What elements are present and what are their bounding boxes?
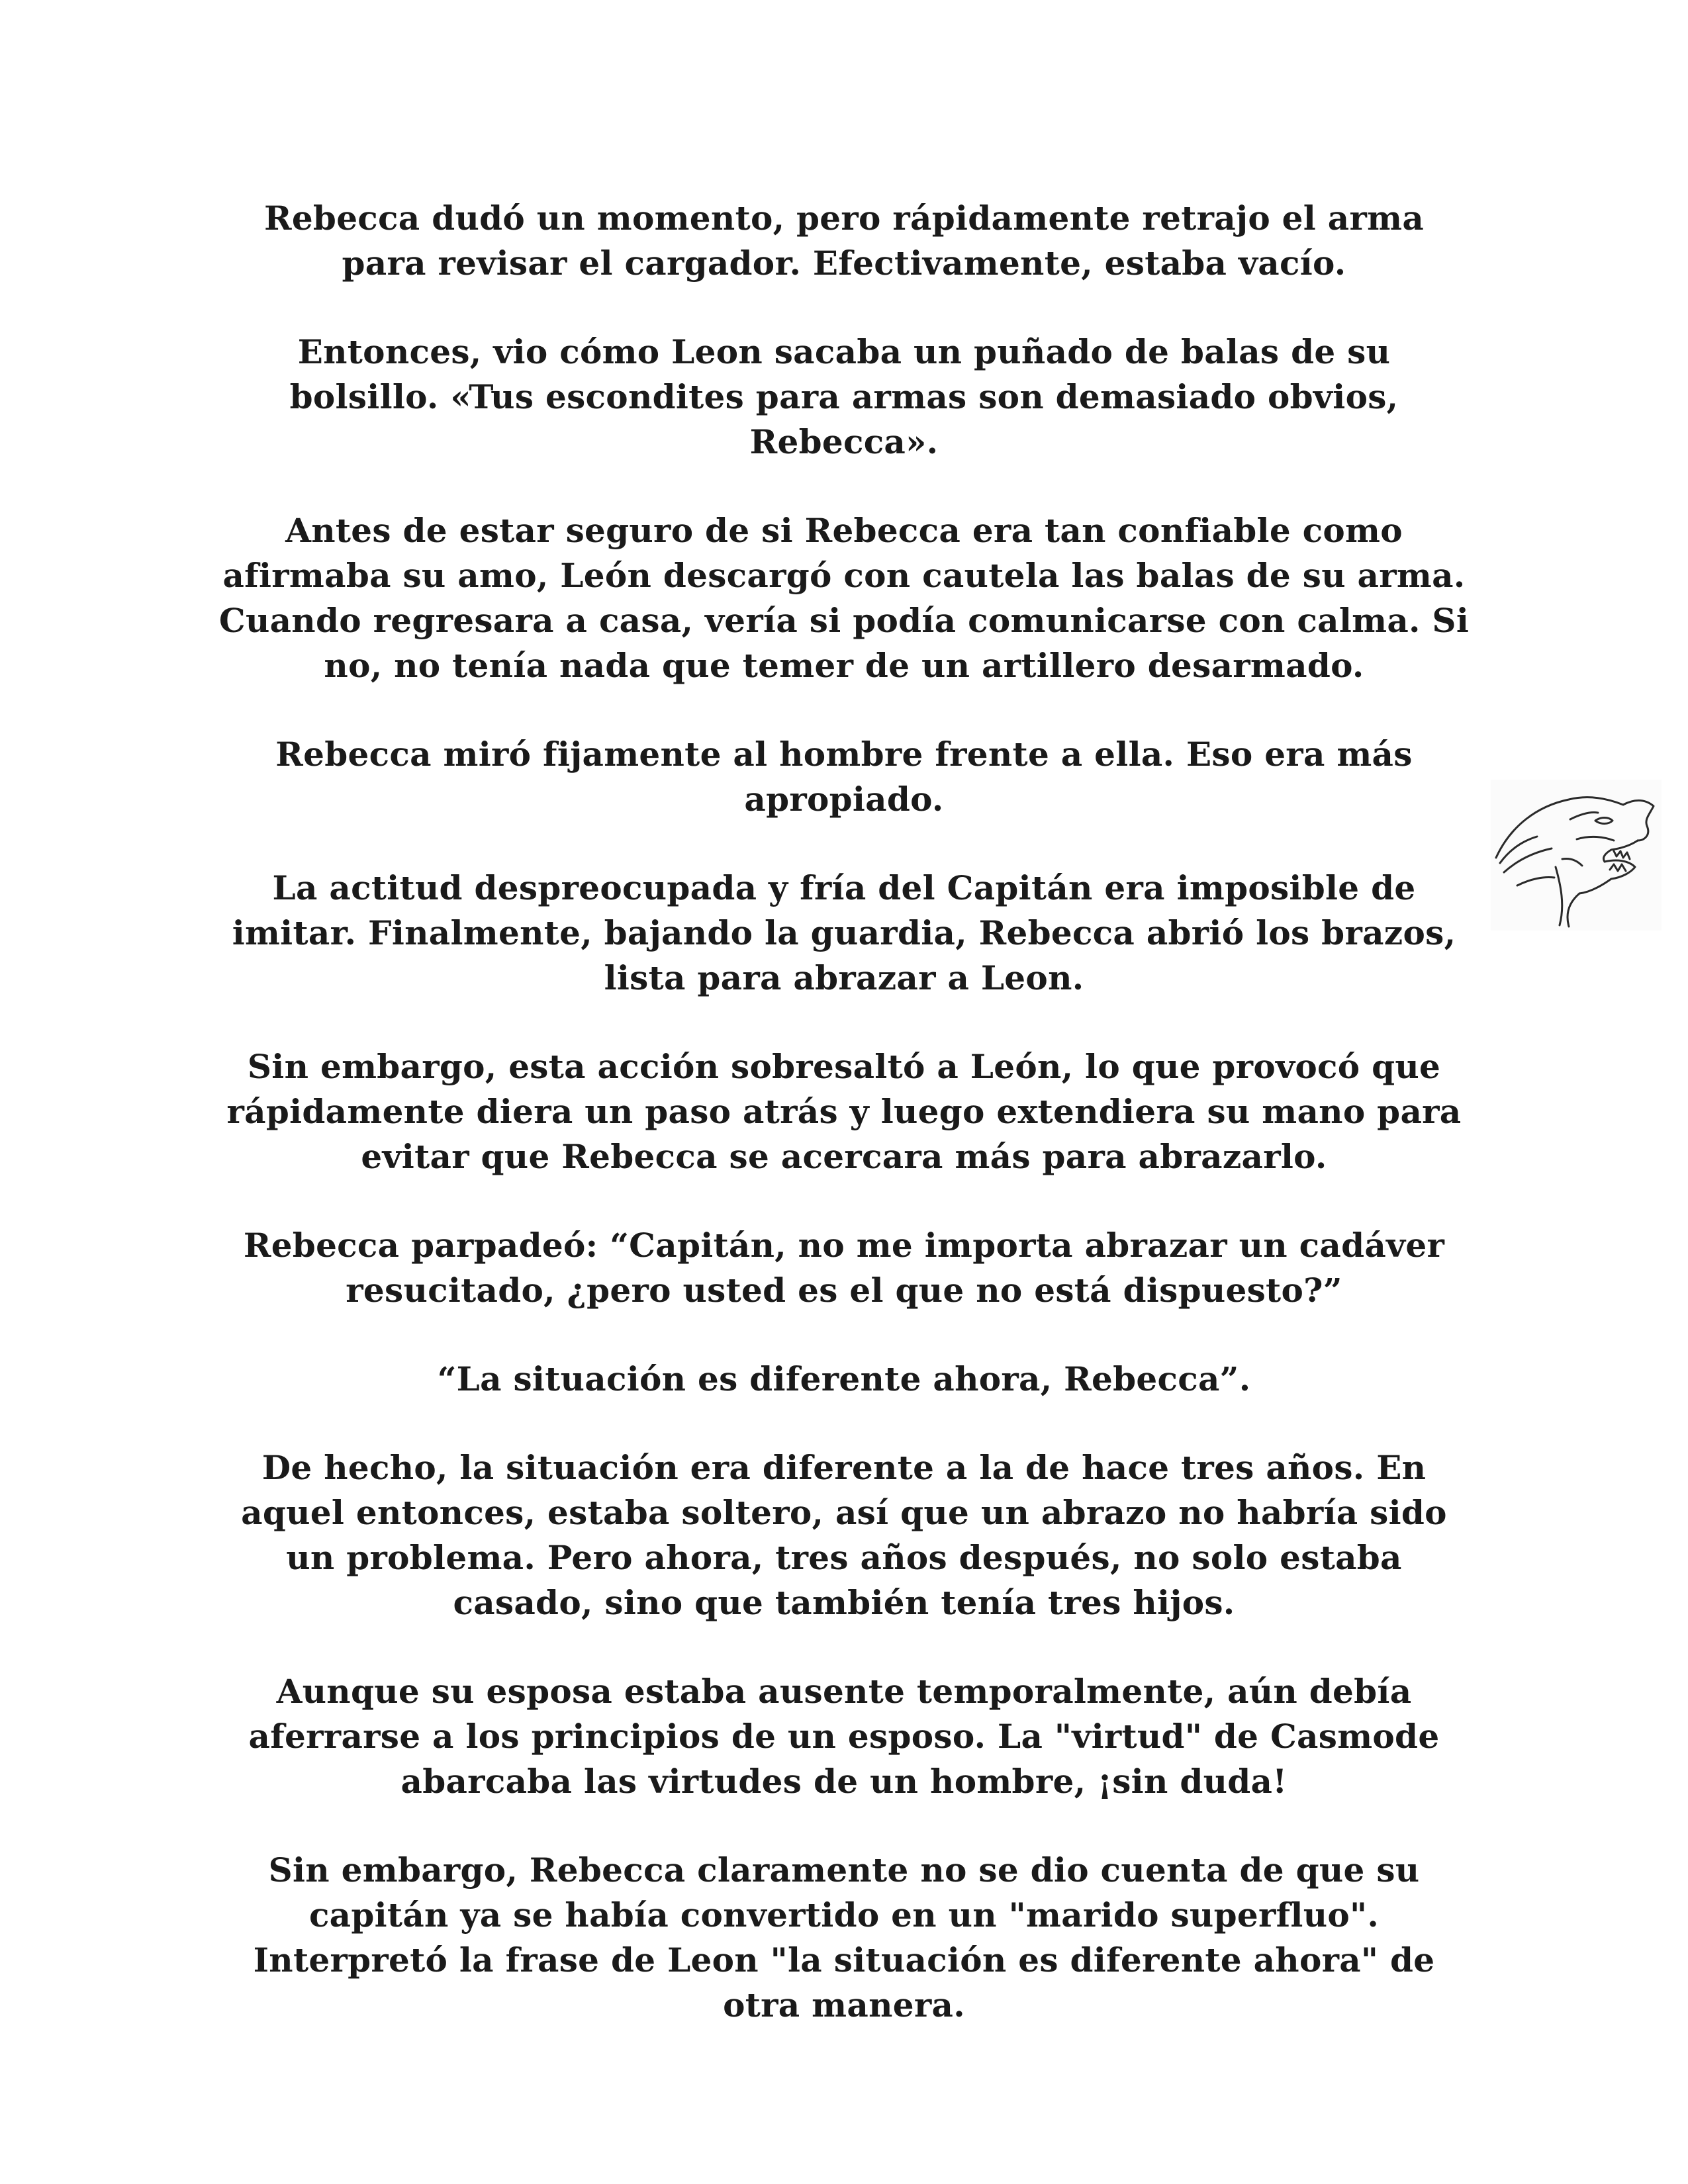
paragraph-6: Sin embargo, esta acción sobresaltó a León, lo que provocó que rápidamente diera un paso atrás y luego extendiera su mano para evitar que Rebecca se acercara más para abrazarlo.	[226, 1047, 1462, 1176]
paragraph-9: De hecho, la situación era diferente a la de hace tres años. En aquel entonces, estaba soltero, así que un abrazo no habría sido un problema. Pero ahora, tres años después, no solo estaba casado, sino que también tenía tres hijos.	[241, 1448, 1447, 1622]
document-body	[218, 196, 1470, 2071]
paragraph-1: Rebecca dudó un momento, pero rápidamente retrajo el arma para revisar el cargador. Efectivamente, estaba vacío.	[263, 199, 1425, 283]
paragraph-2: Entonces, vio cómo Leon sacaba un puñado de balas de su bolsillo. «Tus escondites para armas son demasiado obvios, Rebecca».	[289, 332, 1399, 461]
paragraph-10: Aunque su esposa estaba ausente temporalmente, aún debía aferrarse a los principios de un esposo. La "virtud" de Casmode abarcaba las virtudes de un hombre, ¡sin duda!	[248, 1672, 1440, 1801]
paragraph-11: Sin embargo, Rebecca claramente no se dio cuenta de que su capitán ya se había convertido en un "marido superfluo". Interpretó la frase de Leon "la situación es diferente ahora" de otra manera.	[253, 1850, 1435, 2025]
paragraph-3: Antes de estar seguro de si Rebecca era tan confiable como afirmaba su amo, León descargó con cautela las balas de su arma. Cuando regresara a casa, vería si podía comunicarse con calma. Si no, no tenía nada que temer de un artillero desarmado.	[218, 511, 1470, 685]
paragraph-5: La actitud despreocupada y fría del Capitán era imposible de imitar. Finalmente, bajando la guardia, Rebecca abrió los brazos, lista para abrazar a Leon.	[232, 868, 1456, 997]
paragraph-8: “La situación es diferente ahora, Rebecca”.	[437, 1359, 1251, 1398]
paragraph-4: Rebecca miró fijamente al hombre frente a ella. Eso era más apropiado.	[275, 735, 1413, 819]
dinosaur-head-sketch-icon	[1491, 780, 1662, 931]
paragraph-7: Rebecca parpadeó: “Capitán, no me importa abrazar un cadáver resucitado, ¿pero usted es el que no está dispuesto?”	[243, 1226, 1445, 1310]
